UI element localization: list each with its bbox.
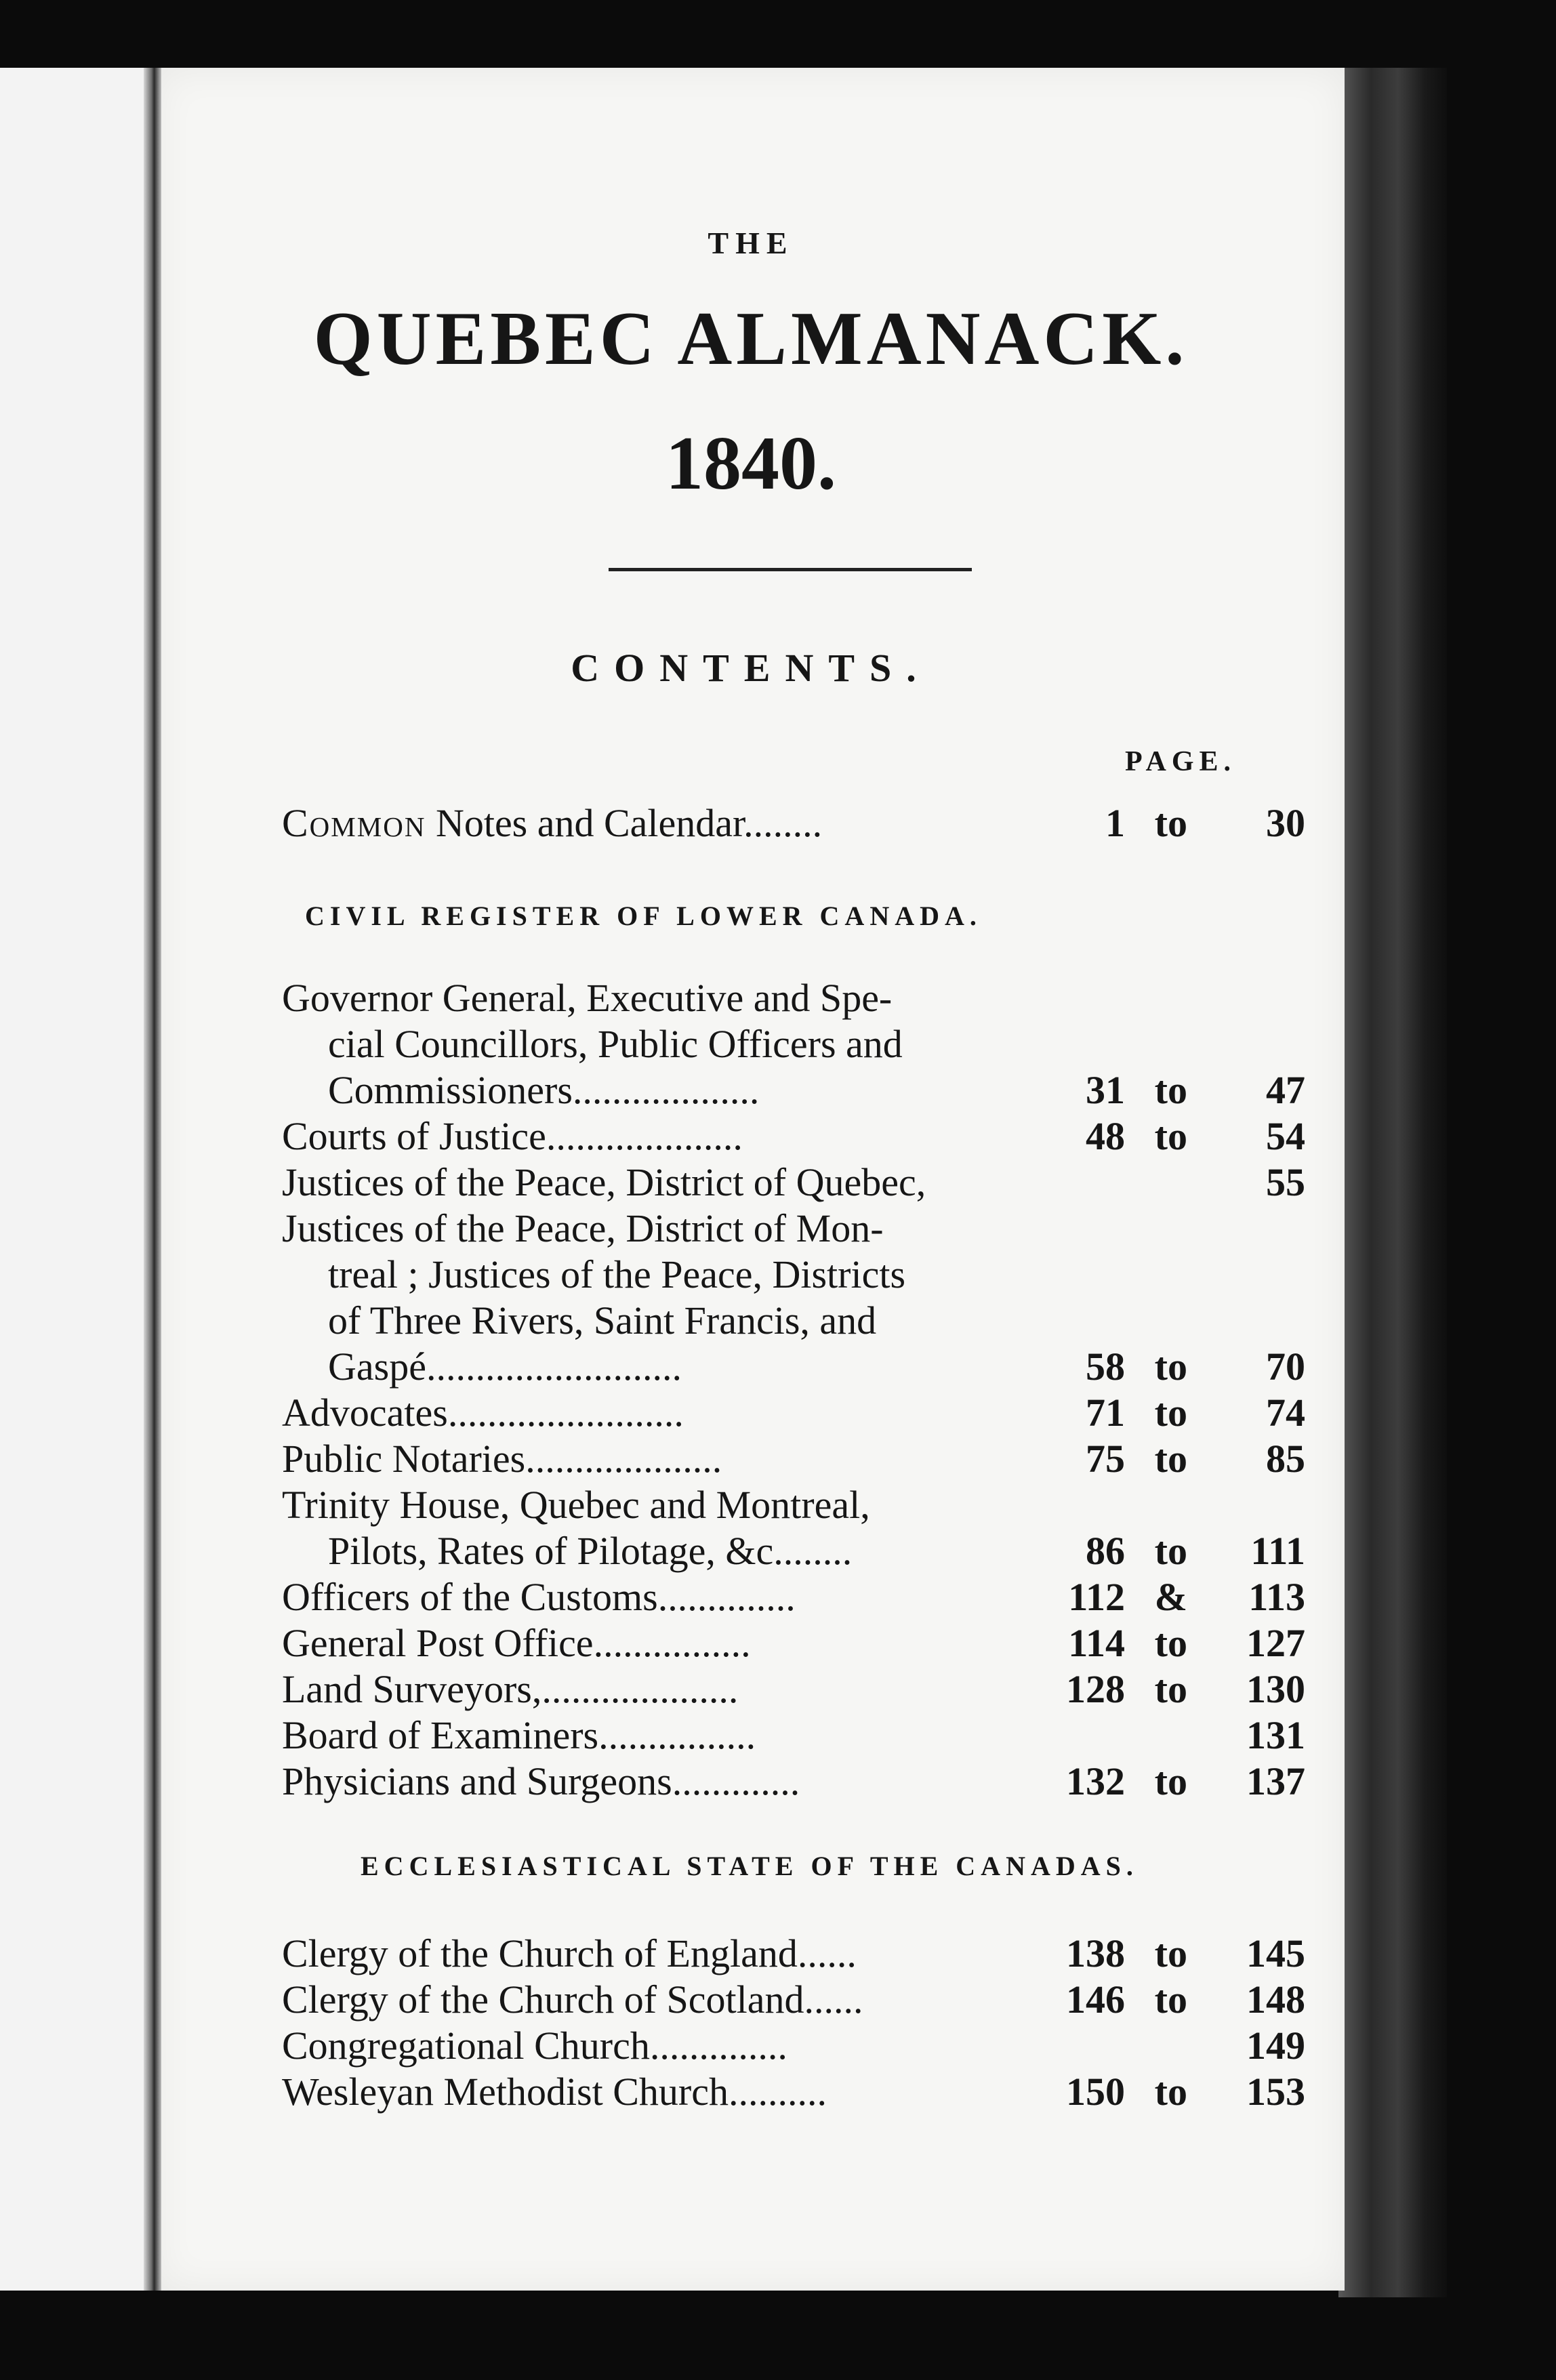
page-to: 111 <box>1250 1529 1305 1573</box>
dot-leader: ................ <box>593 1621 751 1665</box>
facing-page <box>0 68 149 2291</box>
page-from: 138 <box>1066 1931 1125 1975</box>
dot-leader: ...... <box>804 1977 863 2022</box>
dot-leader: ................... <box>572 1068 760 1112</box>
contents-entry-line <box>282 1251 1326 1298</box>
section-heading-ecclesiastical: ECCLESIASTICAL STATE OF THE CANADAS. <box>361 1851 1139 1881</box>
contents-entry-line <box>282 2068 1326 2116</box>
page-separator: to <box>1154 1391 1187 1435</box>
dot-leader: ...... <box>797 1931 857 1975</box>
page-from: 58 <box>1086 1345 1125 1389</box>
page-from: 86 <box>1086 1529 1125 1573</box>
contents-entry-line <box>282 1527 1326 1575</box>
dot-leader: .............. <box>649 2024 787 2068</box>
page-separator: to <box>1154 1437 1187 1481</box>
dot-leader: .............. <box>657 1575 796 1619</box>
page-separator: to <box>1154 1529 1187 1573</box>
entry-text: of Three Rivers, Saint Francis, and <box>328 1298 877 1342</box>
page-to: 130 <box>1246 1667 1305 1711</box>
page-from: 71 <box>1086 1391 1125 1435</box>
divider-rule <box>609 568 972 571</box>
entry-text: Courts of Justice.................... <box>282 1114 743 1158</box>
entry-text: Common Notes and Calendar........ <box>282 801 823 845</box>
contents-entry-line <box>282 1666 1326 1713</box>
page-from: 48 <box>1086 1114 1125 1158</box>
page-separator: to <box>1154 1759 1187 1803</box>
page-from: 1 <box>1105 801 1125 845</box>
dot-leader: .......................... <box>426 1345 682 1389</box>
page-to: 131 <box>1246 1713 1305 1757</box>
contents-entry-line <box>282 1712 1326 1759</box>
page-separator: to <box>1154 1667 1187 1711</box>
page-to: 30 <box>1266 801 1305 845</box>
dot-leader: ........ <box>773 1529 853 1573</box>
contents-entry-line <box>282 1297 1326 1345</box>
page-separator: to <box>1154 801 1187 845</box>
contents-entry-line <box>282 1343 1326 1391</box>
entry-text: Gaspé.......................... <box>328 1345 682 1389</box>
page-to: 149 <box>1246 2024 1305 2068</box>
page-from: 114 <box>1068 1621 1125 1665</box>
entry-text: Pilots, Rates of Pilotage, &c........ <box>328 1529 853 1573</box>
contents-heading: CONTENTS. <box>571 646 931 690</box>
contents-entry-line <box>282 1159 1326 1206</box>
dot-leader: .......... <box>729 2070 827 2114</box>
contents-entry-line <box>282 974 1326 1022</box>
page-to: 148 <box>1246 1977 1305 2022</box>
page-to: 55 <box>1266 1160 1305 1204</box>
entry-text: Wesleyan Methodist Church.......... <box>282 2070 827 2114</box>
almanack-page <box>157 68 1345 2291</box>
entry-text: Trinity House, Quebec and Montreal, <box>282 1483 870 1527</box>
page-from: 150 <box>1066 2070 1125 2114</box>
dot-leader: ................ <box>598 1713 756 1757</box>
contents-entry-line <box>282 2022 1326 2070</box>
page-column-label: PAGE. <box>1125 746 1237 777</box>
page-separator: to <box>1154 1621 1187 1665</box>
entry-text: treal ; Justices of the Peace, Districts <box>328 1252 906 1296</box>
entry-text: General Post Office................ <box>282 1621 751 1665</box>
page-title: QUEBEC ALMANACK. <box>313 297 1189 381</box>
contents-entry-line <box>282 1113 1326 1160</box>
contents-entry-line <box>282 1021 1326 1068</box>
entry-text: Justices of the Peace, District of Mon- <box>282 1206 884 1250</box>
dot-leader: ........ <box>743 801 823 845</box>
page-to: 153 <box>1246 2070 1305 2114</box>
entry-text: Congregational Church.............. <box>282 2024 787 2068</box>
book-edge <box>1338 68 1447 2297</box>
title-the: THE <box>708 226 794 260</box>
contents-entry-line <box>282 1481 1326 1529</box>
page-from: 132 <box>1066 1759 1125 1803</box>
dot-leader: .................... <box>525 1437 722 1481</box>
entry-text: Clergy of the Church of Scotland...... <box>282 1977 863 2022</box>
page-from: 146 <box>1066 1977 1125 2022</box>
page-to: 113 <box>1248 1575 1305 1619</box>
entry-text: Justices of the Peace, District of Quebec, <box>282 1160 926 1204</box>
page-to: 127 <box>1246 1621 1305 1665</box>
page-separator: to <box>1154 1068 1187 1112</box>
contents-entry-line <box>282 1620 1326 1667</box>
page-separator: to <box>1154 1345 1187 1389</box>
contents-entry-line <box>282 1389 1326 1437</box>
dot-leader: ........................ <box>447 1391 684 1435</box>
contents-entry-line <box>282 1758 1326 1805</box>
entry-text: Land Surveyors,.................... <box>282 1667 739 1711</box>
page-from: 112 <box>1068 1575 1125 1619</box>
entry-text: Commissioners................... <box>328 1068 760 1112</box>
page-to: 145 <box>1246 1931 1305 1975</box>
page-separator: & <box>1154 1575 1187 1619</box>
entry-text: Physicians and Surgeons............. <box>282 1759 800 1803</box>
book-gutter <box>144 68 161 2291</box>
contents-entry-line <box>282 1976 1326 2024</box>
entry-text: Board of Examiners................ <box>282 1713 756 1757</box>
contents-entry-line <box>282 1067 1326 1114</box>
page-to: 74 <box>1266 1391 1305 1435</box>
dot-leader: .................... <box>541 1667 739 1711</box>
dot-leader: .................... <box>546 1114 743 1158</box>
entry-text: Officers of the Customs.............. <box>282 1575 796 1619</box>
entry-text: Governor General, Executive and Spe- <box>282 976 893 1020</box>
page-separator: to <box>1154 1931 1187 1975</box>
dot-leader: ............. <box>672 1759 800 1803</box>
entry-text: Advocates........................ <box>282 1391 684 1435</box>
entry-text: Clergy of the Church of England...... <box>282 1931 857 1975</box>
section-heading-civil: CIVIL REGISTER OF LOWER CANADA. <box>305 901 982 931</box>
page-separator: to <box>1154 1114 1187 1158</box>
page-separator: to <box>1154 1977 1187 2022</box>
page-from: 31 <box>1086 1068 1125 1112</box>
page-to: 47 <box>1266 1068 1305 1112</box>
contents-entry-line <box>282 1930 1326 1977</box>
contents-entry-line <box>282 1574 1326 1621</box>
entry-text: cial Councillors, Public Officers and <box>328 1022 903 1066</box>
page-to: 54 <box>1266 1114 1305 1158</box>
page-separator: to <box>1154 2070 1187 2114</box>
entry-text: Public Notaries.................... <box>282 1437 722 1481</box>
page-from: 128 <box>1066 1667 1125 1711</box>
year: 1840. <box>666 422 836 506</box>
contents-entry-common-notes <box>282 800 1326 847</box>
contents-entry-line <box>282 1205 1326 1252</box>
page-to: 137 <box>1246 1759 1305 1803</box>
contents-entry-line <box>282 1435 1326 1483</box>
page-to: 70 <box>1266 1345 1305 1389</box>
page-from: 75 <box>1086 1437 1125 1481</box>
page-to: 85 <box>1266 1437 1305 1481</box>
